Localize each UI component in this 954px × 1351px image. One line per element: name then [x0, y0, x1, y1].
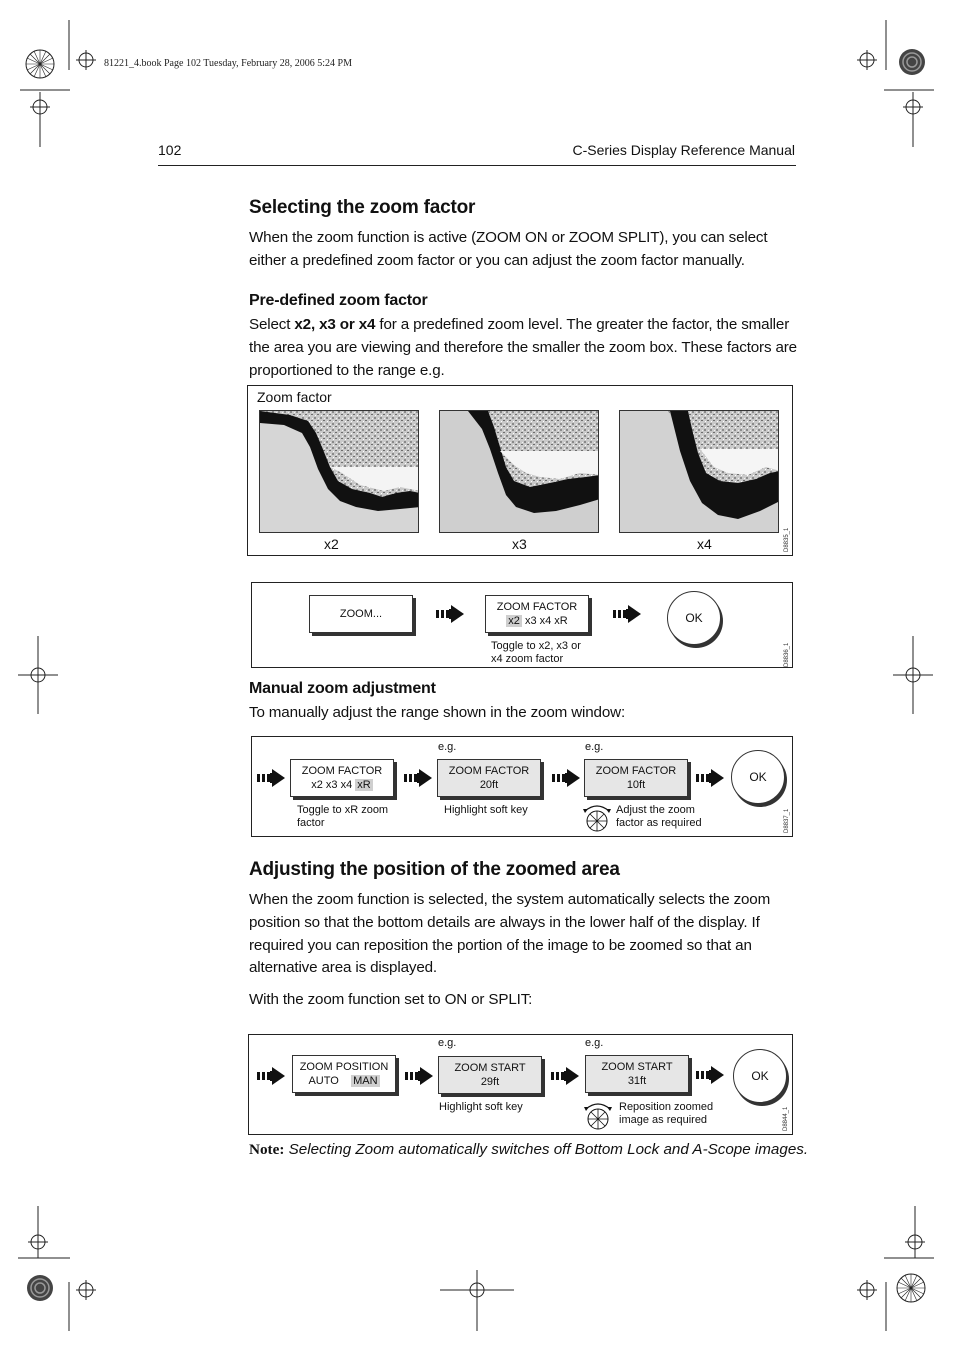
subheading-manual: Manual zoom adjustment — [249, 680, 436, 697]
eg-label: e.g. — [585, 741, 604, 753]
section-heading-zoom-factor: Selecting the zoom factor — [249, 197, 476, 218]
zoom-factor-figure — [247, 385, 793, 556]
ok-button[interactable]: OK — [733, 1049, 787, 1103]
arrow-right-icon — [404, 767, 436, 789]
zoom-position-sequence-figure — [248, 1034, 793, 1135]
zoom-start-31ft-softkey[interactable]: ZOOM START 31ft — [585, 1055, 689, 1093]
manual-zoom-sequence-figure — [251, 736, 793, 837]
registration-mark-bottom-left — [24, 1272, 56, 1304]
selected-option-x2: x2 — [508, 615, 520, 627]
zoom-start-29ft-softkey[interactable]: ZOOM START 29ft — [438, 1056, 542, 1094]
caption-highlight-softkey: Highlight soft key — [444, 804, 528, 816]
zoom-factor-intro: When the zoom function is active (ZOOM ON or ZOOM SPLIT), you can select either a predefined zoom factor or you can adjust the zoom factor manually. — [249, 229, 768, 269]
zoom-position-instruction: With the zoom function set to ON or SPLIT: — [249, 991, 533, 1008]
caption-x2: x2 — [324, 536, 339, 552]
manual-text: To manually adjust the range shown in the zoom window: — [249, 704, 626, 721]
zoom-position-paragraph: When the zoom function is selected, the system automatically selects the zoom position so that the bottom details are always in the lower half of the display. If required you can reposition the portion of the image to be zoomed so that an alternative area is displayed. — [249, 891, 771, 977]
zoom-factor-20ft-softkey[interactable]: ZOOM FACTOR 20ft — [437, 759, 541, 797]
figure-code: D8837_1 — [784, 808, 790, 833]
selected-option-xr: xR — [357, 779, 371, 791]
section-heading-zoom-position: Adjusting the position of the zoomed area — [249, 859, 620, 880]
caption-x4: x4 — [697, 536, 712, 552]
caption-toggle-x2-x3-x4: Toggle to x2, x3 or x4 zoom factor — [491, 640, 581, 665]
arrow-right-icon — [552, 767, 584, 789]
ok-button[interactable]: OK — [731, 750, 785, 804]
zoom-factor-sequence-figure — [251, 582, 793, 668]
arrow-right-icon — [257, 767, 289, 789]
eg-label: e.g. — [438, 1037, 457, 1049]
zoom-softkey[interactable]: ZOOM... — [309, 595, 413, 633]
running-header-title: C-Series Display Reference Manual — [572, 142, 795, 158]
registration-mark-top-left — [22, 46, 58, 82]
sonar-image-x2 — [259, 410, 419, 533]
sonar-image-x3 — [439, 410, 599, 533]
zoom-factor-softkey[interactable]: ZOOM FACTOR x2 x3 x4 xR — [290, 759, 394, 797]
print-slug: 81221_4.book Page 102 Tuesday, February 28, 2006 5:24 PM — [104, 58, 352, 69]
page-number: 102 — [158, 142, 182, 158]
arrow-right-icon — [613, 603, 645, 625]
caption-toggle-xr: Toggle to xR zoom factor — [297, 804, 389, 829]
eg-label: e.g. — [438, 741, 457, 753]
ok-button[interactable]: OK — [667, 591, 721, 645]
arrow-right-icon — [405, 1065, 437, 1087]
caption-reposition-image: Reposition zoomed image as required — [619, 1101, 714, 1126]
subheading-predefined: Pre-defined zoom factor — [249, 292, 428, 309]
selected-option-man: MAN — [353, 1075, 378, 1087]
arrow-right-icon — [436, 603, 468, 625]
figure-code: D8844_1 — [783, 1106, 789, 1131]
arrow-right-icon — [551, 1065, 583, 1087]
figure-code: D8836_1 — [784, 642, 790, 667]
registration-mark-top-right — [896, 46, 928, 78]
header-rule — [158, 165, 796, 166]
figure-code: D8835_1 — [784, 527, 790, 552]
predefined-paragraph: Select x2, x3 or x4 for a predefined zoom level. The greater the factor, the smaller the area you are viewing and therefore the smaller the zoom box. These factors are proportioned to the range e.g. — [249, 316, 797, 379]
note-text: Selecting Zoom automatically switches off Bottom Lock and A-Scope images. — [288, 1141, 809, 1158]
caption-highlight-softkey: Highlight soft key — [439, 1101, 523, 1113]
registration-mark-bottom-right — [893, 1270, 929, 1306]
zoom-factor-softkey[interactable]: ZOOM FACTOR x2 x3 x4 xR — [485, 595, 589, 633]
note — [249, 1141, 808, 1159]
sonar-image-x4 — [619, 410, 779, 533]
arrow-right-icon — [696, 767, 728, 789]
zoom-factor-label: Zoom factor — [257, 389, 332, 405]
rotary-knob-icon — [582, 803, 612, 833]
zoom-position-softkey[interactable]: ZOOM POSITION AUTO MAN — [292, 1055, 396, 1093]
note-label: Note: — [249, 1141, 285, 1158]
zoom-factor-10ft-softkey[interactable]: ZOOM FACTOR 10ft — [584, 759, 688, 797]
arrow-right-icon — [696, 1064, 728, 1086]
rotary-knob-icon — [583, 1101, 613, 1131]
predefined-factors: x2, x3 or x4 — [294, 316, 376, 333]
eg-label: e.g. — [585, 1037, 604, 1049]
caption-x3: x3 — [512, 536, 527, 552]
caption-adjust-zoom-factor: Adjust the zoom factor as required — [616, 804, 702, 829]
arrow-right-icon — [257, 1065, 289, 1087]
